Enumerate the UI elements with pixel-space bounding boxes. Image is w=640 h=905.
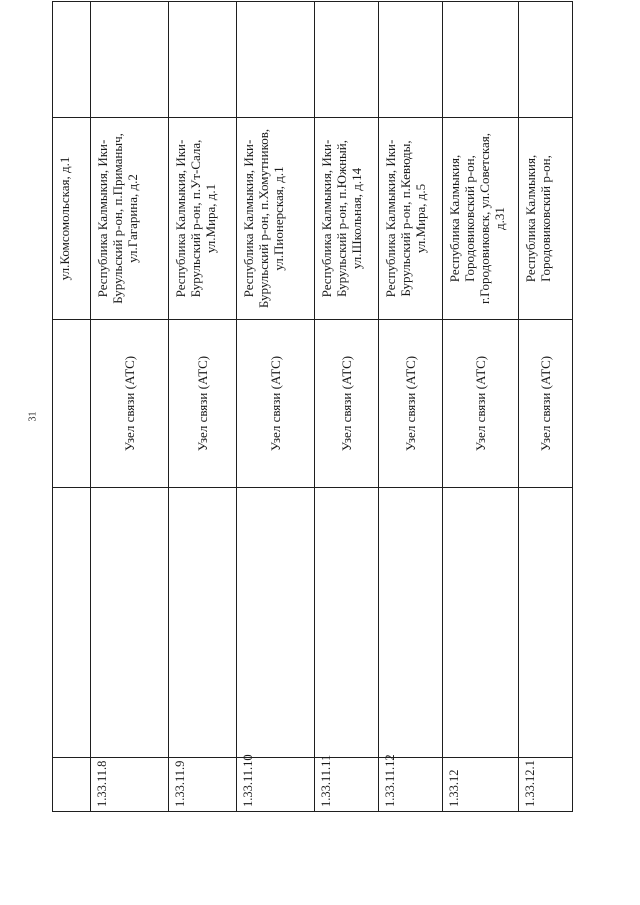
blank-cell [53,488,91,758]
table-row [519,2,573,812]
row-id-cell: 1.33.11.8 [91,758,169,812]
address-cell: Республика Калмыкия, Ики-Бурульский р-он, п.Южный, ул.Школьная, д.14 [315,118,379,320]
object-type-cell: Узел связи (АТС) [169,320,237,488]
row-id-cell [53,758,91,812]
address-cell: ул.Комсомольская, д.1 [53,118,91,320]
table-row [169,2,237,812]
blank-cell [169,488,237,758]
table-row [237,2,315,812]
address-cell: Республика Калмыкия, Ики-Бурульский р-он, п.Хомутников, ул.Пионерская, д.1 [237,118,315,320]
address-cell: Республика Калмыкия, Городовиковский р-он, [519,118,573,320]
object-type-cell [53,320,91,488]
blank-cell [169,2,237,118]
blank-cell [443,488,519,758]
blank-cell [91,488,169,758]
object-type-cell: Узел связи (АТС) [443,320,519,488]
row-id-cell: 1.33.12 [443,758,519,812]
blank-cell [519,488,573,758]
infrastructure-table [52,1,573,812]
row-id-cell: 1.33.11.9 [169,758,237,812]
blank-cell [519,2,573,118]
document-table-rotated [52,2,572,812]
address-cell: Республика Калмыкия, Городовиковский р-он, г.Городовиковск, ул.Советская, д.31 [443,118,519,320]
table-row [379,2,443,812]
address-cell: Республика Калмыкия, Ики-Бурульский р-он, п.Кевюды, ул.Мира, д.5 [379,118,443,320]
table-row [315,2,379,812]
table-row [53,2,91,812]
table-row [91,2,169,812]
address-cell: Республика Калмыкия, Ики-Бурульский р-он, п.Приманыч, ул.Гагарина, д.2 [91,118,169,320]
table-row [443,2,519,812]
blank-cell [53,2,91,118]
blank-cell [315,2,379,118]
object-type-cell: Узел связи (АТС) [237,320,315,488]
blank-cell [237,2,315,118]
blank-cell [91,2,169,118]
row-id-cell: 1.33.11.12 [379,758,443,812]
object-type-cell: Узел связи (АТС) [315,320,379,488]
object-type-cell: Узел связи (АТС) [91,320,169,488]
blank-cell [379,2,443,118]
object-type-cell: Узел связи (АТС) [519,320,573,488]
page-number: 31 [27,411,39,422]
blank-cell [443,2,519,118]
row-id-cell: 1.33.11.10 [237,758,315,812]
blank-cell [315,488,379,758]
blank-cell [379,488,443,758]
row-id-cell: 1.33.11.11 [315,758,379,812]
object-type-cell: Узел связи (АТС) [379,320,443,488]
row-id-cell: 1.33.12.1 [519,758,573,812]
address-cell: Республика Калмыкия, Ики-Бурульский р-он, п.Ут-Сала, ул.Мира, д.1 [169,118,237,320]
blank-cell [237,488,315,758]
